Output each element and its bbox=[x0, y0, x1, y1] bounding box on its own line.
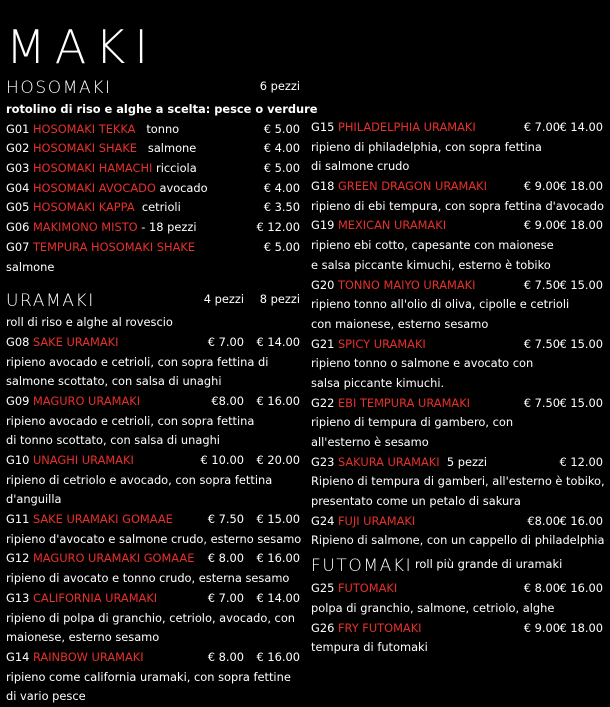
item-desc: ripieno ebi cotto, capesante con maionese bbox=[311, 238, 554, 253]
item-desc: presentato come un petalo di sakura bbox=[311, 494, 521, 509]
futomaki-title: FUTOMAKI bbox=[311, 556, 413, 577]
right-column bbox=[311, 118, 607, 658]
menu-item-g22 bbox=[311, 394, 607, 414]
item-code: G02 bbox=[6, 141, 30, 156]
item-price-4: € 9.00 bbox=[523, 179, 560, 194]
item-price: € 5.00 bbox=[263, 161, 300, 176]
item-desc: salmone bbox=[147, 141, 197, 156]
item-desc: polpa di granchio, salmone, cetriolo, alghe bbox=[311, 600, 555, 615]
menu-item-g12 bbox=[6, 549, 302, 569]
item-name: GREEN DRAGON URAMAKI bbox=[337, 179, 488, 194]
item-code: G05 bbox=[6, 200, 30, 215]
item-name: MEXICAN URAMAKI bbox=[337, 218, 447, 233]
item-desc: all'esterno è sesamo bbox=[311, 435, 429, 449]
menu-item-g15 bbox=[311, 118, 607, 138]
item-price: € 12.00 bbox=[559, 454, 603, 469]
item-desc: ripieno di tempura di gambero, con bbox=[311, 415, 514, 430]
item-price-8: € 15.00 bbox=[559, 395, 603, 410]
menu-item-g19 bbox=[311, 216, 607, 236]
item-desc: Ripieno di tempura di gamberi, all'esterno è tobiko, bbox=[311, 474, 605, 489]
uramaki-title: URAMAKI bbox=[6, 291, 95, 312]
item-name: RAINBOW URAMAKI bbox=[32, 649, 144, 664]
item-qty: 5 pezzi bbox=[446, 454, 488, 469]
item-desc: cetrioli bbox=[141, 200, 181, 215]
futomaki-header bbox=[311, 555, 607, 579]
item-name: TEMPURA HOSOMAKI SHAKE bbox=[32, 239, 196, 254]
item-price-8: € 18.00 bbox=[559, 218, 603, 233]
item-desc: ripieno di polpa di granchio, cetriolo, avocado, con bbox=[6, 610, 296, 625]
item-name: EBI TEMPURA URAMAKI bbox=[337, 395, 471, 410]
item-desc: ripieno d'avocato e salmone crudo, esterno sesamo bbox=[6, 531, 302, 546]
item-name: FRY FUTOMAKI bbox=[337, 620, 422, 635]
item-code: G04 bbox=[6, 180, 30, 195]
item-name: SAKE URAMAKI GOMAAE bbox=[32, 512, 173, 527]
hosomaki-header bbox=[6, 78, 302, 100]
item-name: PHILADELPHIA URAMAKI bbox=[337, 120, 476, 134]
uramaki-size-4: 4 pezzi bbox=[203, 292, 244, 307]
item-desc: ripieno avocado e cetrioli, con sopra fettina bbox=[6, 413, 255, 428]
item-desc: maionese, esterno sesamo bbox=[6, 630, 160, 645]
menu-item-g20 bbox=[311, 276, 607, 296]
item-desc: ripieno di ebi tempura, con sopra fettina d'avocado bbox=[311, 198, 604, 213]
menu-item-g01 bbox=[6, 120, 302, 140]
item-desc: - 18 pezzi bbox=[141, 220, 197, 235]
item-price-4: € 7.50 bbox=[523, 277, 560, 292]
menu-item-g04 bbox=[6, 179, 302, 199]
item-name: FUTOMAKI bbox=[337, 581, 398, 596]
item-desc: di tonno scottato, con salsa di unaghi bbox=[6, 433, 220, 448]
item-name: HOSOMAKI KAPPA bbox=[32, 200, 135, 215]
item-code: G09 bbox=[6, 393, 30, 408]
item-code: G12 bbox=[6, 551, 30, 566]
menu-item-g21 bbox=[311, 335, 607, 355]
item-price-8: € 14.00 bbox=[256, 334, 300, 349]
item-price-8: € 15.00 bbox=[559, 277, 603, 292]
menu-item-g14 bbox=[6, 648, 302, 668]
item-code: G01 bbox=[6, 121, 30, 136]
item-desc: ripieno tonno o salmone e avocato con bbox=[311, 356, 534, 371]
item-price-4: € 7.00 bbox=[207, 590, 244, 605]
item-desc: con maionese, esterno sesamo bbox=[311, 316, 489, 331]
uramaki-header bbox=[6, 291, 302, 313]
item-name: HOSOMAKI AVOCADO bbox=[32, 180, 156, 195]
item-name: MAGURO URAMAKI bbox=[32, 393, 141, 408]
item-price-4: € 7.00 bbox=[523, 120, 560, 134]
item-name: MAGURO URAMAKI GOMAAE bbox=[32, 551, 195, 566]
hosomaki-title: HOSOMAKI bbox=[6, 78, 112, 99]
menu-item-g03 bbox=[6, 159, 302, 179]
menu-item-g25 bbox=[311, 579, 607, 599]
menu-item-g02 bbox=[6, 139, 302, 159]
item-code: G20 bbox=[311, 277, 335, 292]
item-name: HOSOMAKI HAMACHI bbox=[32, 161, 153, 176]
item-price: € 5.00 bbox=[263, 239, 300, 254]
menu-item-g06 bbox=[6, 218, 302, 238]
item-price-4: € 7.50 bbox=[523, 336, 560, 351]
item-code: G26 bbox=[311, 620, 335, 635]
menu-item-g09 bbox=[6, 392, 302, 412]
item-desc: ripieno di cetriolo e avocado, con sopra fettina bbox=[6, 472, 273, 487]
item-desc: di vario pesce bbox=[6, 689, 86, 704]
item-price-4: €8.00 bbox=[527, 513, 560, 528]
item-desc: Ripieno di salmone, con un cappello di philadelphia bbox=[311, 533, 605, 548]
item-code: G19 bbox=[311, 218, 335, 233]
item-desc: avocado bbox=[159, 180, 208, 195]
item-code: G24 bbox=[311, 513, 335, 528]
menu-item-g13 bbox=[6, 589, 302, 609]
item-code: G25 bbox=[311, 581, 335, 596]
hosomaki-size: 6 pezzi bbox=[259, 79, 300, 94]
item-code: G23 bbox=[311, 454, 335, 469]
item-price-4: € 9.00 bbox=[523, 620, 560, 635]
item-price-8: € 15.00 bbox=[559, 336, 603, 351]
uramaki-size-8: 8 pezzi bbox=[259, 292, 300, 307]
item-price-8: € 16.00 bbox=[256, 393, 300, 408]
item-name: SPICY URAMAKI bbox=[337, 336, 426, 351]
item-price-8: € 20.00 bbox=[256, 453, 300, 467]
item-code: G10 bbox=[6, 453, 30, 467]
item-desc: ricciola bbox=[156, 161, 197, 176]
item-code: G11 bbox=[6, 512, 30, 527]
item-code: G18 bbox=[311, 179, 335, 194]
item-name: SAKE URAMAKI bbox=[32, 334, 119, 349]
item-price-8: € 18.00 bbox=[559, 179, 603, 194]
item-price-4: € 7.50 bbox=[207, 512, 244, 527]
menu-item-g07 bbox=[6, 238, 302, 258]
item-price: € 5.00 bbox=[263, 121, 300, 136]
item-desc: ripieno avocado e cetrioli, con sopra fettina di bbox=[6, 354, 269, 369]
page-title: MAKI bbox=[6, 20, 157, 74]
item-price-4: € 7.50 bbox=[523, 395, 560, 410]
item-price-8: € 15.00 bbox=[256, 512, 300, 527]
item-price-4: € 8.00 bbox=[207, 551, 244, 566]
uramaki-note: roll di riso e alghe al rovescio bbox=[6, 315, 173, 330]
item-code: G15 bbox=[311, 120, 335, 134]
item-price: € 12.00 bbox=[256, 220, 300, 235]
item-code: G21 bbox=[311, 336, 335, 351]
left-column bbox=[6, 78, 318, 707]
menu-item-g08 bbox=[6, 333, 302, 353]
item-name: TONNO MAIYO URAMAKI bbox=[337, 277, 476, 292]
menu-item-g18 bbox=[311, 177, 607, 197]
item-code: G06 bbox=[6, 220, 30, 235]
menu-item-g11 bbox=[6, 510, 302, 530]
item-price-8: € 18.00 bbox=[559, 620, 603, 635]
item-name: UNAGHI URAMAKI bbox=[32, 453, 134, 467]
item-price-8: € 14.00 bbox=[559, 120, 603, 134]
item-name: FUJI URAMAKI bbox=[337, 513, 416, 528]
menu-item-g05 bbox=[6, 198, 302, 218]
item-desc: d'anguilla bbox=[6, 492, 62, 507]
item-desc: ripieno di philadelphia, con sopra fettina bbox=[311, 139, 542, 154]
menu-item-g23 bbox=[311, 453, 607, 473]
menu-item-g10 bbox=[6, 451, 302, 471]
item-desc: salmone bbox=[6, 259, 55, 274]
item-desc: salmone scottato, con salsa di unaghi bbox=[6, 374, 222, 389]
item-price-8: € 16.00 bbox=[559, 581, 603, 596]
item-price-4: € 10.00 bbox=[200, 453, 244, 467]
menu-item-g24 bbox=[311, 512, 607, 532]
menu-item-g26 bbox=[311, 619, 607, 639]
item-name: SAKURA URAMAKI bbox=[337, 454, 440, 469]
item-desc: salsa piccante kimuchi. bbox=[311, 375, 445, 390]
item-price: € 4.00 bbox=[263, 180, 300, 195]
item-price: € 3.50 bbox=[263, 200, 300, 215]
item-price-4: € 9.00 bbox=[523, 218, 560, 233]
item-desc: e salsa piccante kimuchi, esterno è tobiko bbox=[311, 257, 551, 272]
hosomaki-note: rotolino di riso e alghe a scelta: pesce o verdure bbox=[6, 102, 318, 116]
item-price-4: € 8.00 bbox=[523, 581, 560, 596]
item-code: G08 bbox=[6, 334, 30, 349]
item-name: HOSOMAKI SHAKE bbox=[32, 141, 138, 156]
item-price-8: € 16.00 bbox=[559, 513, 603, 528]
item-desc: ripieno di avocato e tonno crudo, esterna sesamo bbox=[6, 571, 290, 586]
item-price-4: €8.00 bbox=[211, 393, 244, 408]
item-price-8: € 14.00 bbox=[256, 590, 300, 605]
item-desc: tempura di futomaki bbox=[311, 640, 428, 655]
item-desc: ripieno tonno all'olio di oliva, cipolle e cetrioli bbox=[311, 297, 570, 312]
item-name: HOSOMAKI TEKKA bbox=[32, 121, 136, 136]
item-code: G14 bbox=[6, 649, 30, 664]
item-price-4: € 7.00 bbox=[207, 334, 244, 349]
item-code: G22 bbox=[311, 395, 335, 410]
item-code: G03 bbox=[6, 161, 30, 176]
item-desc: ripieno come california uramaki, con sopra fettine bbox=[6, 669, 291, 684]
item-code: G13 bbox=[6, 590, 30, 605]
item-desc: di salmone crudo bbox=[311, 159, 410, 174]
item-name: MAKIMONO MISTO bbox=[32, 220, 138, 235]
item-name: CALIFORNIA URAMAKI bbox=[32, 590, 158, 605]
item-price: € 4.00 bbox=[263, 141, 300, 156]
futomaki-note: roll più grande di uramaki bbox=[415, 557, 563, 572]
item-price-8: € 16.00 bbox=[256, 649, 300, 664]
item-desc: tonno bbox=[146, 121, 180, 136]
item-code: G07 bbox=[6, 239, 30, 254]
item-price-8: € 16.00 bbox=[256, 551, 300, 566]
item-price-4: € 8.00 bbox=[207, 649, 244, 664]
